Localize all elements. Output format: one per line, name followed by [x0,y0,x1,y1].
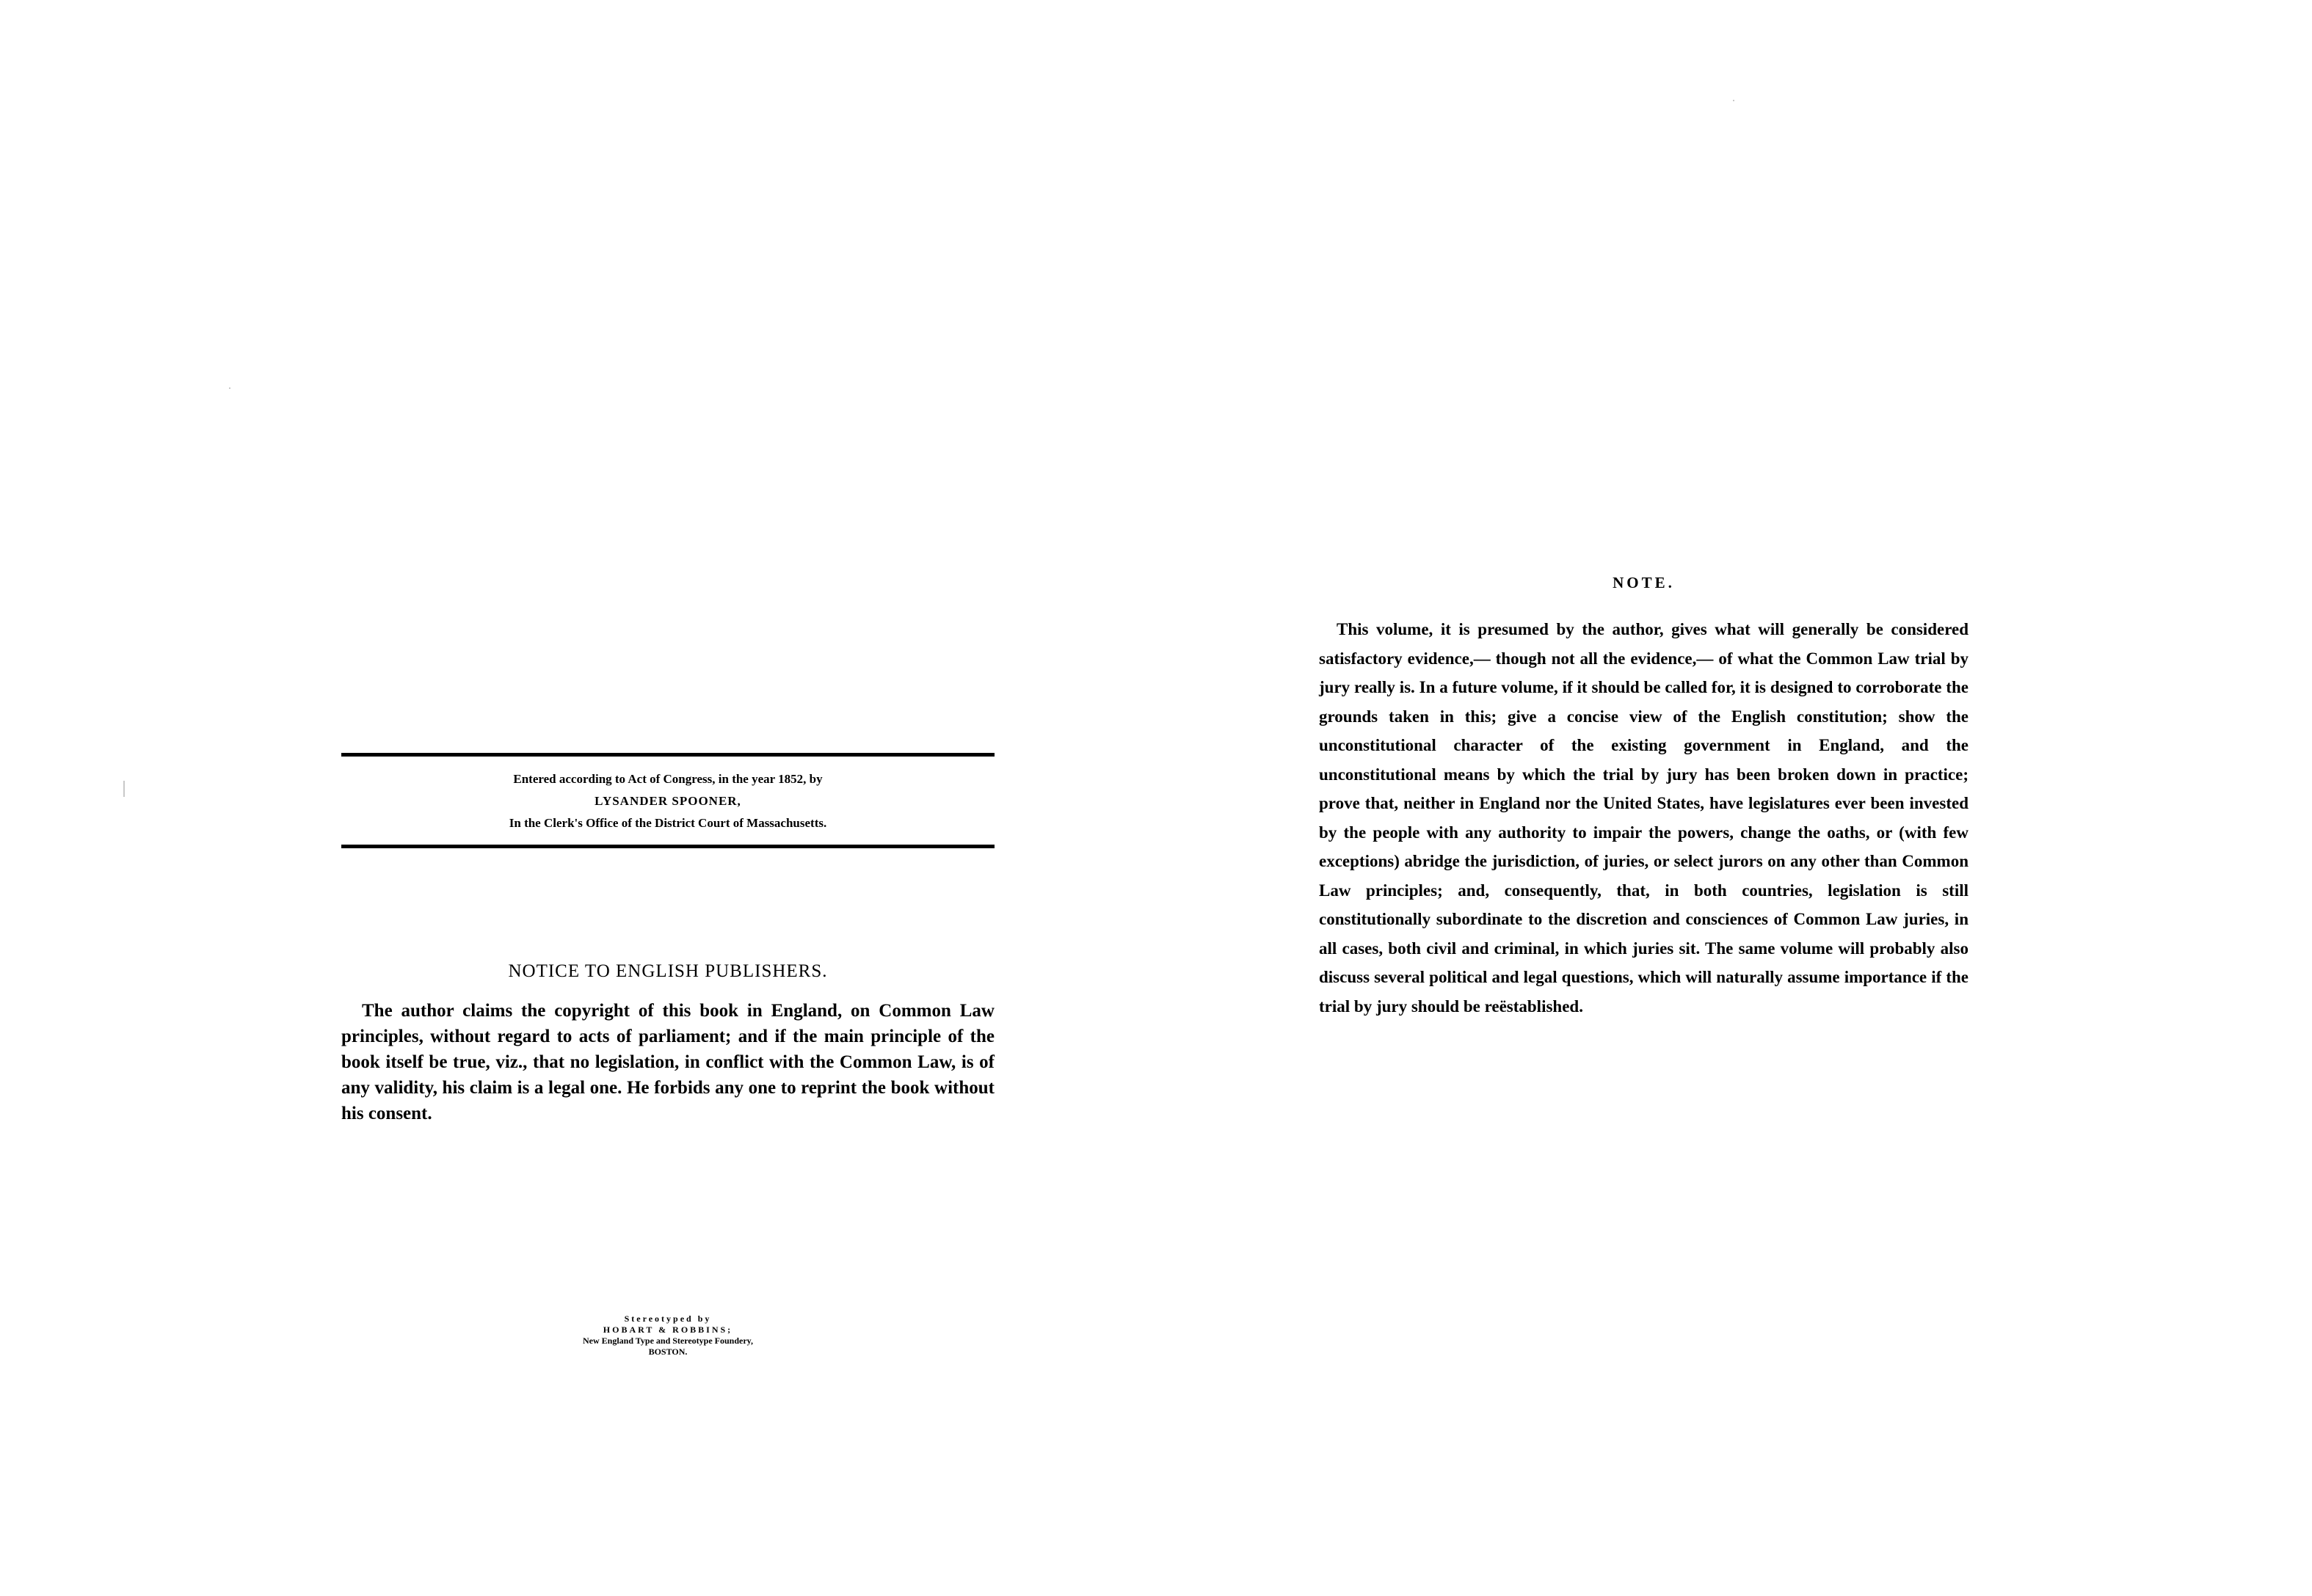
stereotype-imprint [341,1313,995,1358]
imprint-printer-name: HOBART & ROBBINS; [603,1324,733,1335]
imprint-foundery: New England Type and Stereotype Foundery, [582,1336,754,1346]
bottom-rule [341,845,995,848]
note-title: NOTE. [1613,574,1675,591]
imprint-city: BOSTON. [648,1347,688,1357]
scan-speck [229,387,230,389]
copyright-text [341,757,995,845]
scan-speck [1733,100,1734,101]
copyright-author-name: LYSANDER SPOONER, [595,794,741,808]
copyright-entry-line: Entered according to Act of Congress, in the year 1852, by [513,772,823,786]
scan-mark [123,781,125,797]
copyright-office-line: In the Clerk's Office of the District Court of Massachusetts. [509,816,827,830]
note-body: This volume, it is presumed by the author, gives what will generally be considered satisfactory evidence,— though not all the evidence,— of what the Common Law trial by jury really is. In a future volume, if it should be called for, it is designed to corroborate the grounds taken in this; give a concise view of the English constitution; show the unconstitutional character of the existing government in England, and the unconstitutional means by which the trial by jury has been broken down in practice; prove that, neither in England nor the United States, have legislatures ever been invested by the people with any authority to impair the powers, change the oaths, or (with few exceptions) abridge the jurisdiction, of juries, or select jurors on any other than Common Law principles; and, consequently, that, in both countries, legislation is still constitutionally subordinate to the discretion and consciences of Common Law juries, in all cases, both civil and criminal, in which juries sit. The same volume will probably also discuss several political and legal questions, which will naturally assume importance if the trial by jury should be reëstablished. [1319,620,1969,1016]
copyright-block [341,753,995,848]
imprint-line-1: Stereotyped by [624,1313,712,1324]
right-page [1156,0,2312,1596]
notice-body: The author claims the copyright of this book in England, on Common Law principles, without regard to acts of parliament; and if the main principle of the book itself be true, viz., that no legislation, in conflict with the Common Law, is of any validity, his claim is a legal one. He forbids any one to reprint the book without his consent. [341,1001,995,1123]
notice-title: NOTICE TO ENGLISH PUBLISHERS. [508,961,828,981]
